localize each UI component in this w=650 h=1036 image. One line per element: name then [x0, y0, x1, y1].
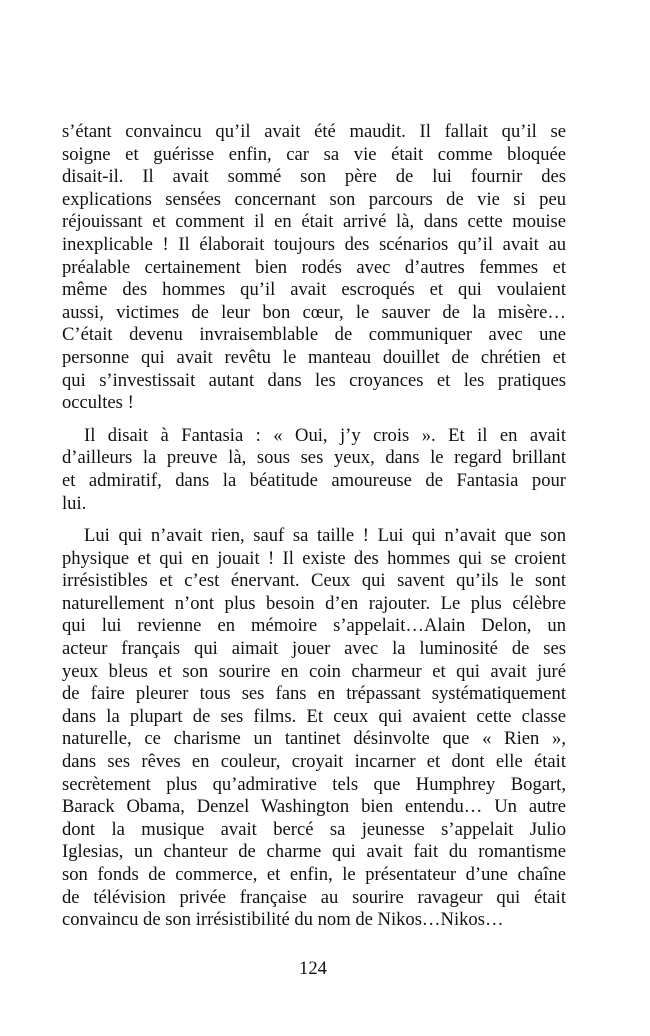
text-line: physique et qui en jouait ! Il existe des hommes qui se croient [62, 547, 566, 569]
text-line: et admiratif, dans la béatitude amoureuse de Fantasia pour [62, 469, 566, 491]
text-line: dans ses rêves en couleur, croyait incarner et dont elle était [62, 751, 566, 773]
text-line: s’étant convaincu qu’il avait été maudit. Il fallait qu’il se [62, 121, 566, 142]
text-line: naturellement n’ont plus besoin d’en rajouter. Le plus célèbre [62, 592, 566, 614]
text-line: inexplicable ! Il élaborait toujours des scénarios qu’il avait au [62, 233, 566, 255]
text-line: de télévision privée française au sourire ravageur qui était [62, 886, 566, 908]
text-line: explications sensées concernant son parcours de vie si peu [62, 188, 566, 210]
text-line: C’était devenu invraisemblable de communiquer avec une [62, 324, 566, 346]
text-line: naturelle, ce charisme un tantinet désinvolte que « Rien », [62, 728, 566, 750]
text-line: soigne et guérisse enfin, car sa vie était comme bloquée [62, 143, 566, 165]
paragraph [62, 525, 566, 932]
text-line: irrésistibles et c’est énervant. Ceux qui savent qu’ils le sont [62, 570, 566, 592]
page-number: 124 [299, 958, 327, 979]
text-line: qui lui revienne en mémoire s’appelait…Alain Delon, un [62, 615, 566, 637]
text-line: yeux bleus et son sourire en coin charmeur et qui avait juré [62, 660, 566, 682]
text-line: lui. [62, 492, 87, 514]
text-line: dans la plupart de ses films. Et ceux qui avaient cette classe [62, 705, 566, 727]
text-line: même des hommes qu’il avait escroqués et qui voulaient [62, 279, 566, 301]
paragraph [62, 425, 566, 515]
text-line: convaincu de son irrésistibilité du nom de Nikos…Nikos… [62, 909, 504, 931]
text-line: disait-il. Il avait sommé son père de lui fournir des [62, 166, 566, 188]
text-line: acteur français qui aimait jouer avec la luminosité de ses [62, 638, 566, 660]
text-line: Il disait à Fantasia : « Oui, j’y crois ». Et il en avait [84, 424, 566, 446]
text-line: préalable certainement bien rodés avec d’autres femmes et [62, 256, 566, 278]
paragraph [62, 121, 566, 415]
text-line: son fonds de commerce, et enfin, le présentateur d’une chaîne [62, 864, 566, 885]
text-line: secrètement plus qu’admirative tels que Humphrey Bogart, [62, 773, 566, 795]
text-line: dont la musique avait bercé sa jeunesse s’appelait Julio [62, 818, 566, 840]
text-line: aussi, victimes de leur bon cœur, le sauver de la misère… [62, 301, 566, 323]
text-line: Barack Obama, Denzel Washington bien entendu… Un autre [62, 796, 566, 818]
text-line: Iglesias, un chanteur de charme qui avait fait du romantisme [62, 841, 566, 863]
text-line: réjouissant et comment il en était arrivé là, dans cette mouise [62, 211, 566, 233]
text-line: occultes ! [62, 392, 134, 414]
text-line: de faire pleurer tous ses fans en trépassant systématiquement [62, 683, 566, 705]
text-line: Lui qui n’avait rien, sauf sa taille ! Lui qui n’avait que son [84, 525, 566, 547]
page-body [62, 121, 566, 942]
text-line: qui s’investissait autant dans les croyances et les pratiques [62, 369, 566, 391]
text-line: d’ailleurs la preuve là, sous ses yeux, dans le regard brillant [62, 447, 566, 469]
text-line: personne qui avait revêtu le manteau douillet de chrétien et [62, 346, 566, 368]
